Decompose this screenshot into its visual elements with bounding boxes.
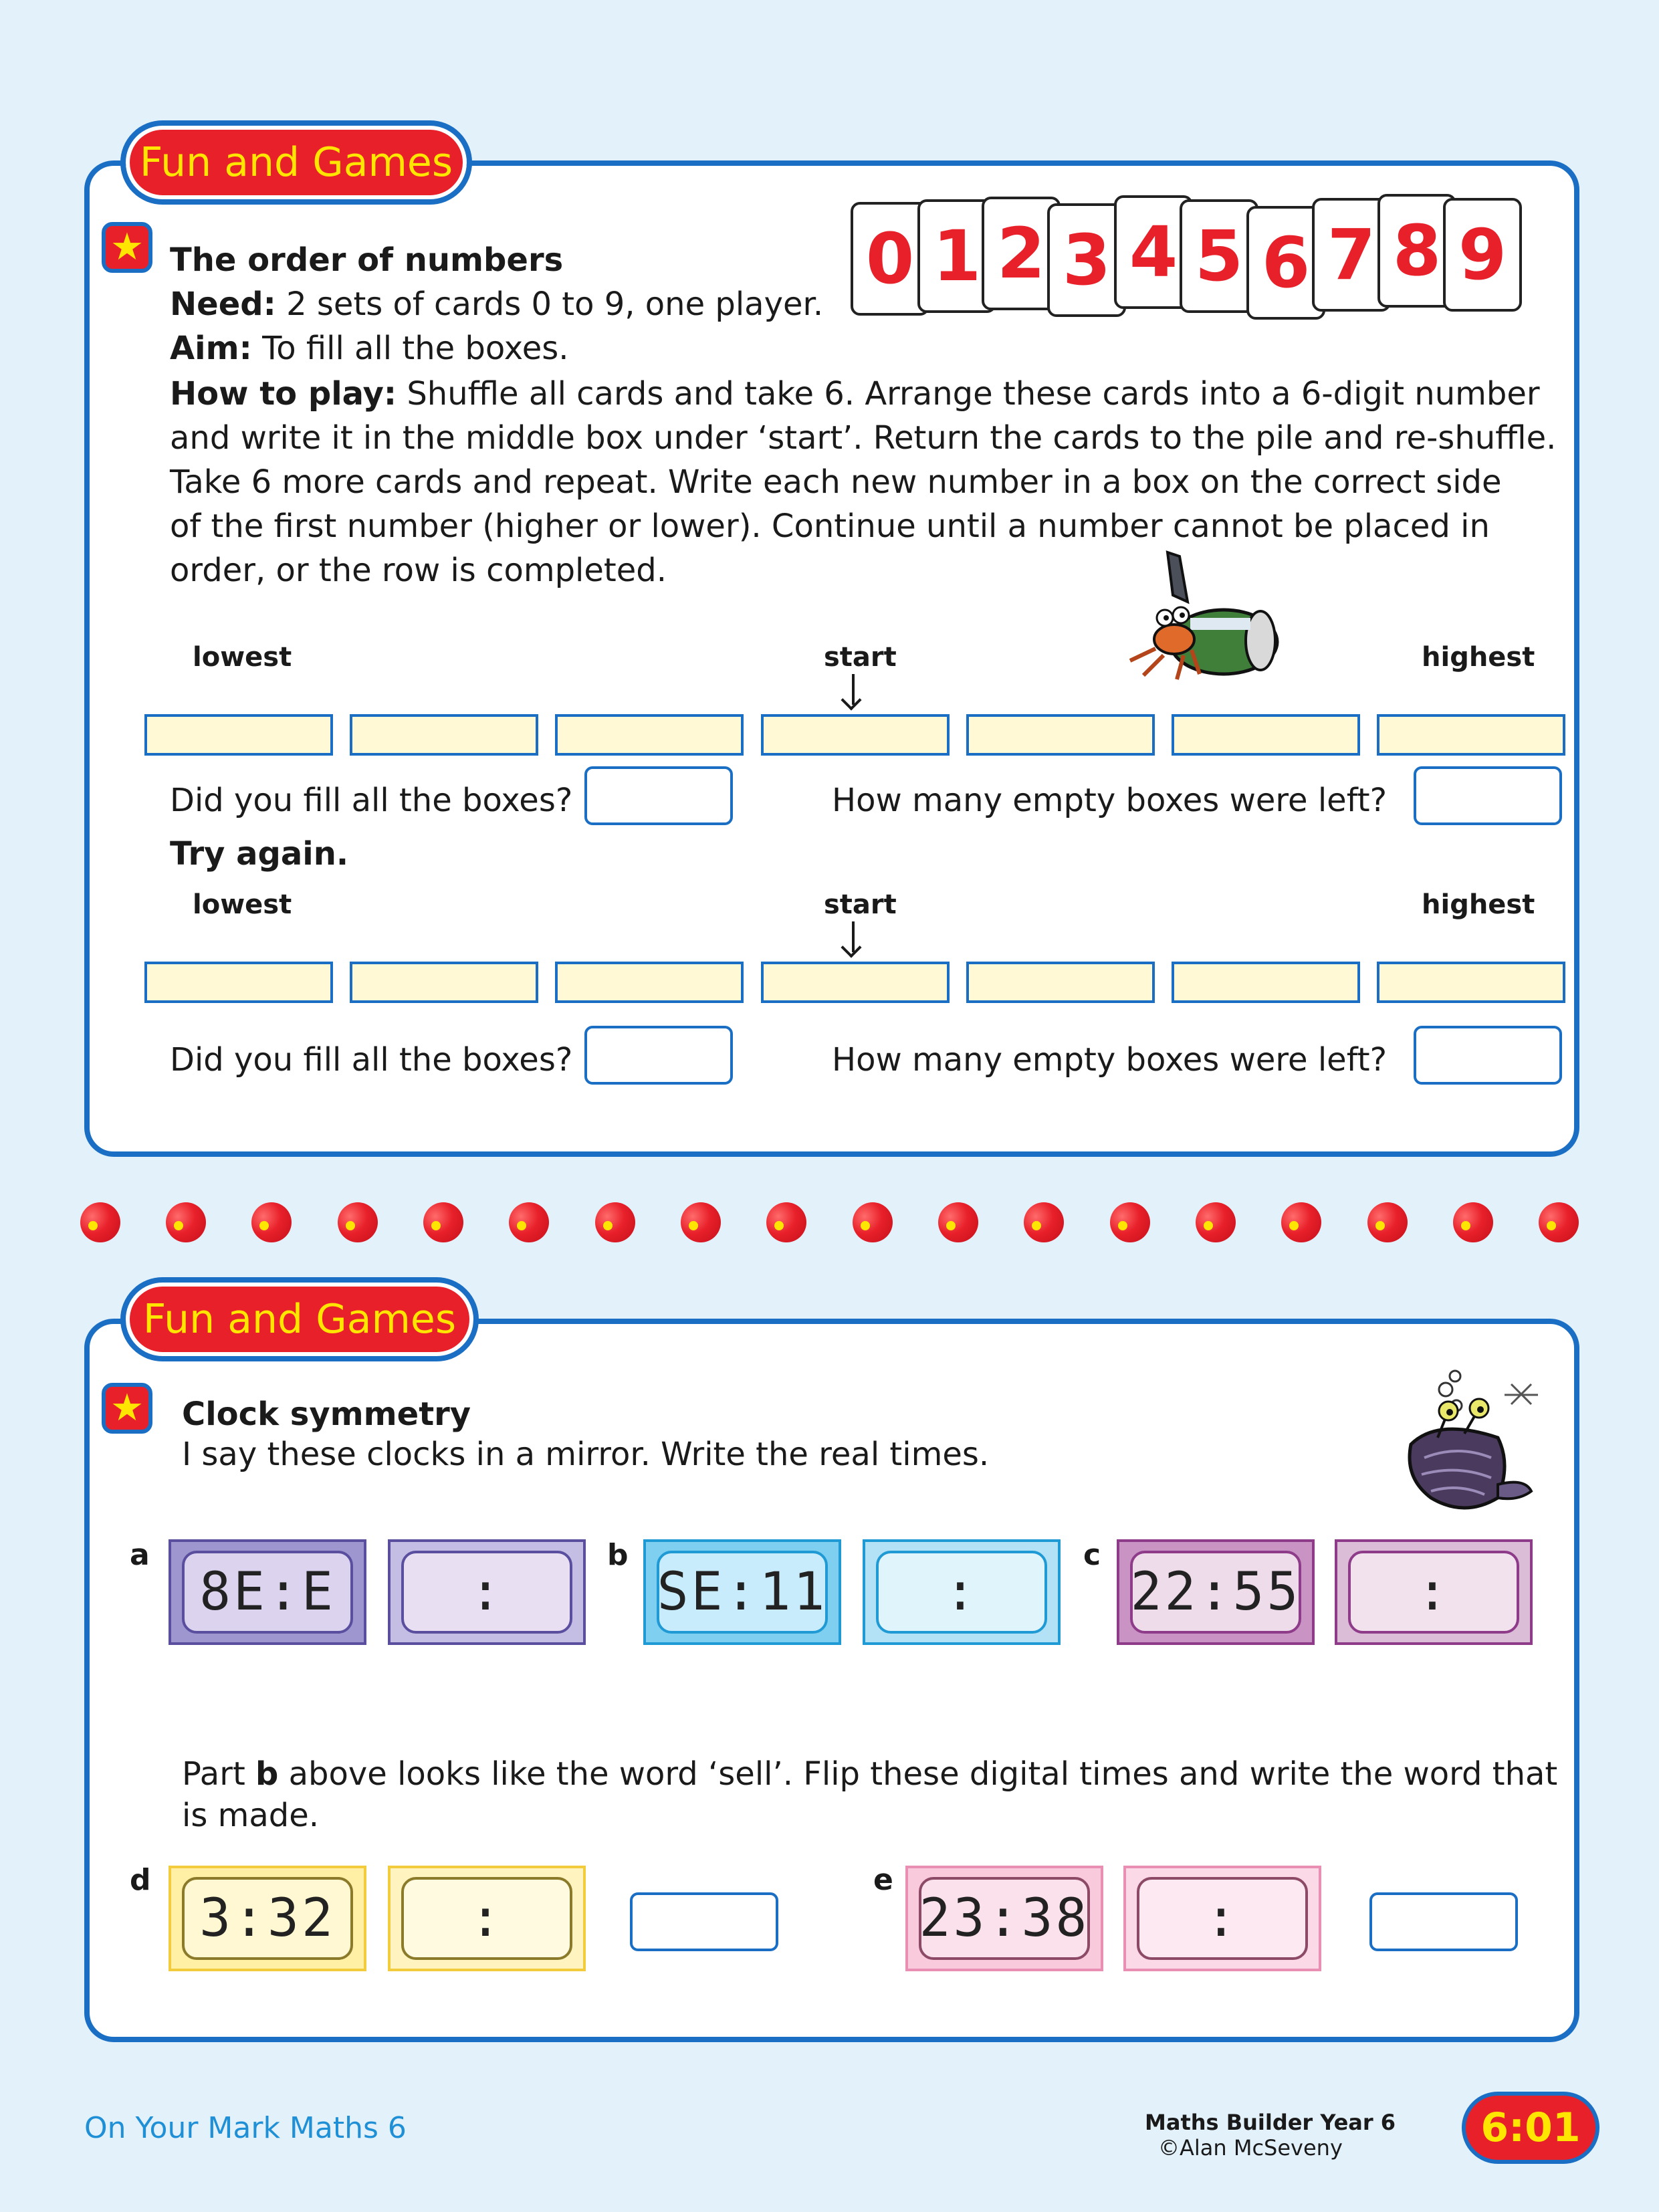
clock-reading: SE:11 [657,1562,828,1622]
divider-dot-icon [1539,1202,1579,1242]
clock-reading: 8E:E [199,1562,336,1622]
highest-label-2: highest [1422,889,1535,920]
footer-series-title: On Your Mark Maths 6 [84,2111,407,2145]
part-b-line-1 [182,1752,1557,1796]
start-arrow-icon-1 [852,674,855,705]
part-pre: Part [182,1755,256,1793]
divider-dot-icon [595,1202,635,1242]
number-card-3: 3 [1047,203,1126,317]
hermit-crab-illustration [1117,548,1284,689]
divider-dot-icon [423,1202,463,1242]
word-answer-box-e[interactable] [1369,1892,1518,1951]
number-card-8: 8 [1377,194,1456,308]
number-card-7: 7 [1312,198,1391,312]
number-card-0: 0 [851,202,929,316]
number-card-1: 1 [917,199,996,313]
number-card-2: 2 [982,197,1061,310]
howto-text-1: Shuffle all cards and take 6. Arrange these cards into a 6-digit number [407,375,1540,413]
mirror-clock-d [169,1866,366,1971]
number-box[interactable] [966,714,1155,756]
page-number: 6:01 [1480,2104,1581,2151]
divider-dot-icon [938,1202,978,1242]
clock-display[interactable] [401,1551,572,1634]
howto-line-2: and write it in the middle box under ‘start’. Return the cards to the pile and re-shuffle. [170,419,1557,457]
aim-line [170,326,569,370]
need-text: 2 sets of cards 0 to 9, one player. [286,286,824,323]
clock-colon: : [1205,1888,1240,1949]
clock-display [657,1551,828,1634]
question-empty-1: How many empty boxes were left? [832,782,1388,819]
mirror-clock-b [643,1539,841,1645]
fun-and-games-tab-1: Fun and Games [126,126,467,199]
answer-box-empty-1[interactable] [1414,766,1562,825]
question-filled-1: Did you fill all the boxes? [170,782,573,819]
clock-display[interactable] [876,1551,1047,1634]
number-box[interactable] [1172,962,1360,1003]
clock-colon: : [944,1562,979,1622]
snail-illustration [1398,1364,1545,1518]
answer-clock-e[interactable] [1123,1866,1321,1971]
howto-line-3: Take 6 more cards and repeat. Write each new number in a box on the correct side [170,463,1502,501]
divider-dot-icon [1367,1202,1408,1242]
mirror-clock-c [1117,1539,1315,1645]
clock-display [1130,1551,1301,1634]
start-arrow-icon-2 [852,921,855,952]
highest-label-1: highest [1422,642,1535,673]
clock-display[interactable] [1137,1877,1308,1960]
number-box[interactable] [1377,714,1565,756]
answer-box-filled-1[interactable] [584,766,733,825]
lowest-label-1: lowest [193,642,292,673]
question-filled-2: Did you fill all the boxes? [170,1041,573,1079]
part-bold: b [255,1755,279,1793]
clock-title: Clock symmetry [182,1396,471,1433]
number-box[interactable] [761,714,950,756]
clock-colon: : [469,1888,504,1949]
question-empty-2: How many empty boxes were left? [832,1041,1388,1079]
answer-box-empty-2[interactable] [1414,1026,1562,1085]
mirror-clock-e [905,1866,1103,1971]
clock-reading: 22:55 [1130,1562,1301,1622]
fun-and-games-tab-2: Fun and Games [126,1283,473,1356]
try-again-label: Try again. [170,835,349,873]
star-icon: ★ [102,1383,152,1434]
clock-display[interactable] [1348,1551,1519,1634]
number-box[interactable] [555,714,744,756]
aim-label: Aim: [170,330,252,367]
number-box[interactable] [966,962,1155,1003]
number-box[interactable] [350,962,538,1003]
number-card-5: 5 [1180,199,1258,313]
start-label-1: start [824,642,897,673]
clock-display[interactable] [401,1877,572,1960]
divider-dot-icon [681,1202,721,1242]
lowest-label-2: lowest [193,889,292,920]
howto-line-1 [170,372,1540,416]
number-card-4: 4 [1114,195,1193,309]
mirror-clock-a [169,1539,366,1645]
number-box[interactable] [555,962,744,1003]
divider-dot-icon [853,1202,893,1242]
word-answer-box-d[interactable] [630,1892,778,1951]
aim-text: To fill all the boxes. [262,330,569,367]
number-box[interactable] [350,714,538,756]
divider-dot-icon [166,1202,206,1242]
star-icon: ★ [102,222,152,273]
need-label: Need: [170,286,276,323]
divider-dot-icon [1281,1202,1321,1242]
label-c: c [1083,1538,1101,1572]
part-post: above looks like the word ‘sell’. Flip these digital times and write the word that [278,1755,1558,1793]
clock-display [182,1877,353,1960]
answer-clock-a[interactable] [388,1539,586,1645]
clock-reading: 23:38 [919,1888,1090,1949]
clock-instruction: I say these clocks in a mirror. Write the real times. [182,1436,990,1473]
number-card-6: 6 [1246,206,1325,320]
answer-clock-d[interactable] [388,1866,586,1971]
divider-dot-icon [1024,1202,1064,1242]
divider-dot-icon [1110,1202,1150,1242]
activity-title: The order of numbers [170,241,564,279]
number-card-9: 9 [1443,198,1522,312]
howto-label: How to play: [170,375,397,413]
page-number-badge [1462,2092,1599,2164]
number-box[interactable] [761,962,950,1003]
clock-reading: 3:32 [199,1888,336,1949]
number-box[interactable] [144,962,333,1003]
clock-display [919,1877,1090,1960]
howto-line-4: of the first number (higher or lower). Continue until a number cannot be placed in [170,508,1490,545]
clock-colon: : [1416,1562,1451,1622]
answer-box-filled-2[interactable] [584,1026,733,1085]
answer-clock-b[interactable] [863,1539,1061,1645]
divider-dot-icon [1453,1202,1493,1242]
clock-colon: : [469,1562,504,1622]
divider-dot-icon [509,1202,549,1242]
divider-dot-icon [251,1202,292,1242]
label-a: a [130,1538,150,1572]
need-line [170,282,823,326]
label-e: e [873,1863,893,1897]
footer-book-title: Maths Builder Year 6 [1145,2110,1396,2135]
label-b: b [607,1538,629,1572]
number-box[interactable] [144,714,333,756]
answer-clock-c[interactable] [1335,1539,1533,1645]
start-label-2: start [824,889,897,920]
clock-display [182,1551,353,1634]
divider-dot-icon [1196,1202,1236,1242]
part-b-line-2: is made. [182,1797,320,1834]
number-box[interactable] [1172,714,1360,756]
divider-dot-icon [338,1202,378,1242]
label-d: d [130,1863,151,1897]
divider-dot-icon [766,1202,806,1242]
divider-dot-icon [80,1202,120,1242]
footer-author: ©Alan McSeveny [1158,2135,1343,2161]
howto-line-5: order, or the row is completed. [170,552,667,589]
number-box[interactable] [1377,962,1565,1003]
